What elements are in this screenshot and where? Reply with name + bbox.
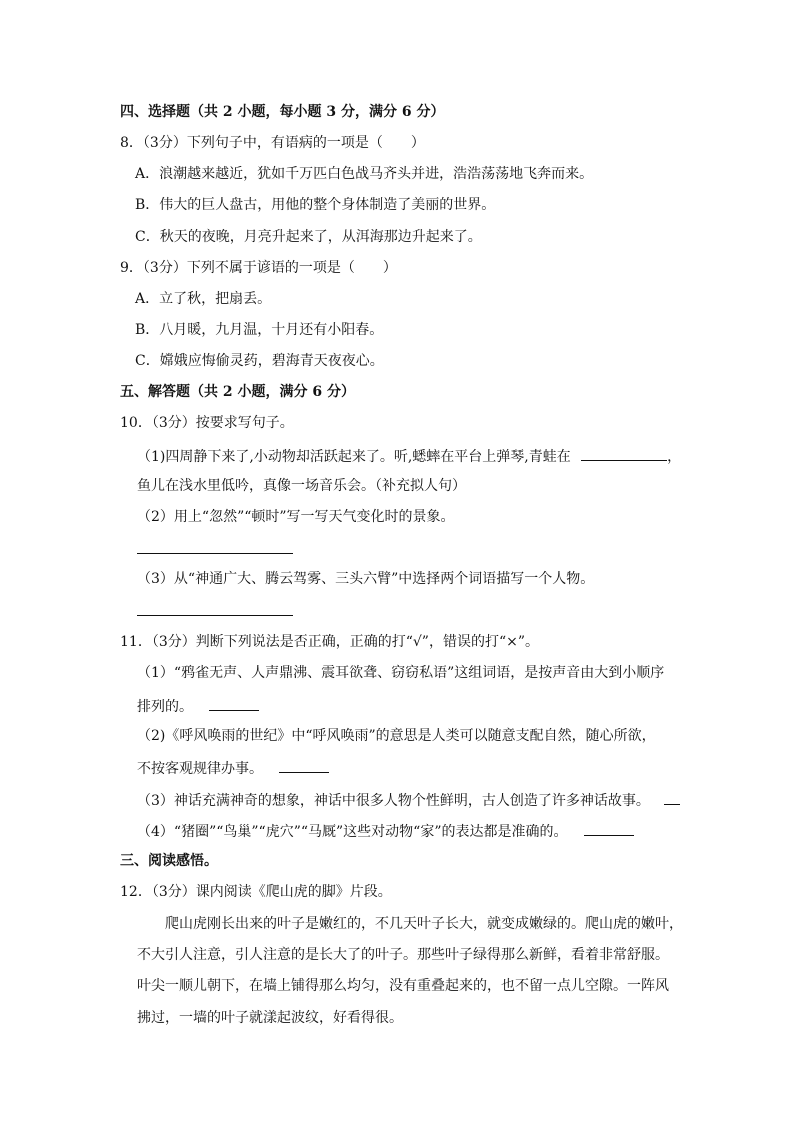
q12-passage-line: 拂过，一墙的叶子就漾起波纹，好看得很。 xyxy=(137,1010,403,1026)
q10-part1-line1 xyxy=(137,446,681,466)
q8-option-b: B．伟大的巨人盘古，用他的整个身体制造了美丽的世界。 xyxy=(135,197,496,213)
q12-passage-line: 爬山虎刚长出来的叶子是嫩红的，不几天叶子长大，就变成嫩绿的。爬山虎的嫩叶， xyxy=(165,916,683,932)
q11-part2-line2 xyxy=(137,758,329,778)
q11-part1-answer-blank[interactable] xyxy=(209,696,259,711)
q9-option-a: A．立了秋，把扇丢。 xyxy=(135,291,272,307)
section-4-heading: 四、选择题（共 2 小题，每小题 3 分，满分 6 分） xyxy=(120,104,445,120)
q11-part4-answer-blank[interactable] xyxy=(584,821,634,836)
q12-stem: 12．（3分）课内阅读《爬山虎的脚》片段。 xyxy=(120,884,392,900)
q8-option-a: A．浪潮越来越近，犹如千万匹白色战马齐头并进，浩浩荡荡地飞奔而来。 xyxy=(135,166,594,182)
q10-stem: 10．（3分）按要求写句子。 xyxy=(120,415,294,431)
q10-part2-answer-line[interactable] xyxy=(137,553,293,554)
q10-part1-comma: ， xyxy=(667,449,682,465)
q11-part4 xyxy=(137,821,634,841)
q11-part1-text: 排列的。 xyxy=(137,699,193,715)
q10-part1-text: （1)四周静下来了,小动物却活跃起来了。听,蟋蟀在平台上弹琴,青蛙在 xyxy=(137,449,571,465)
q11-part1-line2 xyxy=(137,696,259,716)
q9-option-c: C．嫦娥应悔偷灵药，碧海青天夜夜心。 xyxy=(135,353,384,369)
q11-part2-line1: （2)《呼风唤雨的世纪》中“呼风唤雨”的意思是人类可以随意支配自然，随心所欲， xyxy=(137,728,656,744)
q11-part3 xyxy=(137,790,680,810)
q10-part2: （2）用上“忽然”“顿时”写一写天气变化时的景象。 xyxy=(137,509,455,525)
q11-part2-text: 不按客观规律办事。 xyxy=(137,761,263,777)
q11-part2-answer-blank[interactable] xyxy=(279,758,329,773)
q10-part3: （3）从“神通广大、腾云驾雾、三头六臂”中选择两个词语描写一个人物。 xyxy=(137,571,595,587)
q11-part3-answer-blank[interactable] xyxy=(664,790,680,805)
q12-passage-line: 叶尖一顺儿朝下，在墙上铺得那么均匀，没有重叠起来的，也不留一点儿空隙。一阵风 xyxy=(137,978,669,994)
section-5-heading: 五、解答题（共 2 小题，满分 6 分） xyxy=(120,384,355,400)
q11-stem: 11．（3分）判断下列说法是否正确，正确的打“√”，错误的打“×”。 xyxy=(120,634,540,650)
q10-part1-answer-blank[interactable] xyxy=(581,446,667,461)
q11-part4-text: （4）“猪圈”“鸟巢”“虎穴”“马厩”这些对动物“家”的表达都是准确的。 xyxy=(137,824,568,840)
q9-stem: 9．（3分）下列不属于谚语的一项是（ ） xyxy=(120,260,397,276)
section-3-heading: 三、阅读感悟。 xyxy=(120,853,218,869)
q11-part1-line1: （1）“鸦雀无声、人声鼎沸、震耳欲聋、窃窃私语”这组词语，是按声音由大到小顺序 xyxy=(137,665,665,681)
q11-part3-text: （3）神话充满神奇的想象，神话中很多人物个性鲜明，古人创造了许多神话故事。 xyxy=(137,793,650,809)
q12-passage-line: 不大引人注意，引人注意的是长大了的叶子。那些叶子绿得那么新鲜，看着非常舒服。 xyxy=(137,947,669,963)
q8-option-c: C．秋天的夜晚，月亮升起来了，从洱海那边升起来了。 xyxy=(135,229,482,245)
q8-stem: 8．（3分）下列句子中，有语病的一项是（ ） xyxy=(120,135,425,151)
q10-part1-line2: 鱼儿在浅水里低吟，真像一场音乐会。（补充拟人句） xyxy=(137,478,466,494)
q10-part3-answer-line[interactable] xyxy=(137,615,293,616)
q9-option-b: B．八月暖，九月温，十月还有小阳春。 xyxy=(135,322,384,338)
